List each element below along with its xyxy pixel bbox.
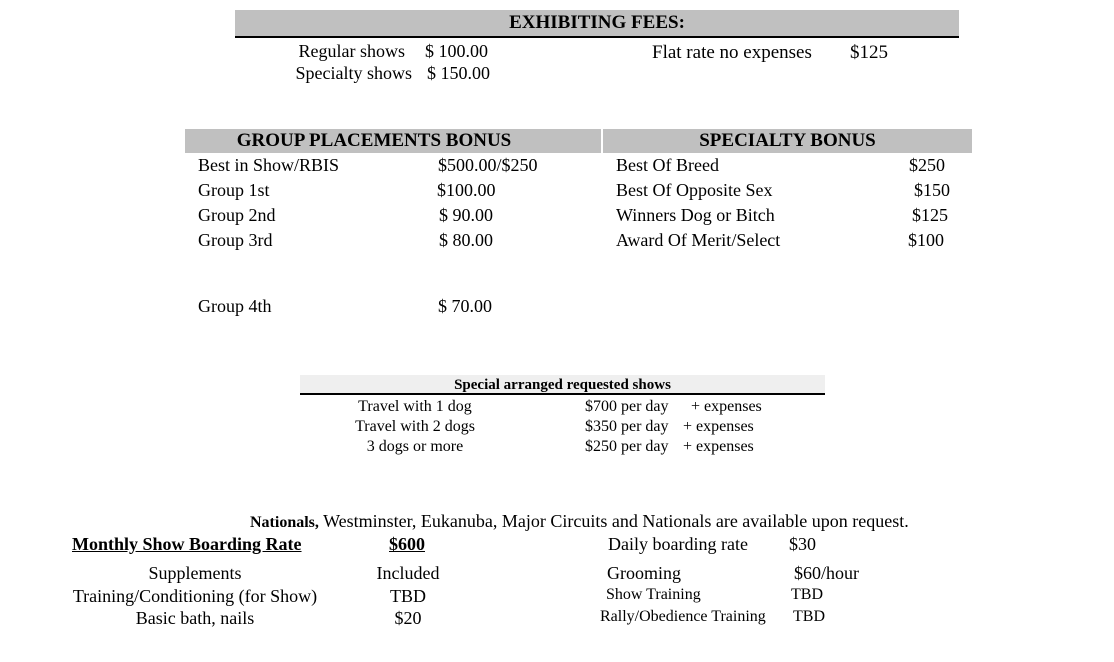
group-bonus-title: GROUP PLACEMENTS BONUS [236, 130, 512, 151]
special-row-extra: + expenses [683, 418, 754, 435]
group-row-label: Group 1st [198, 180, 270, 200]
group-row-value: $ 90.00 [439, 205, 493, 225]
boarding-left-label: Basic bath, nails [135, 608, 255, 628]
special-row-rate: $350 per day [585, 418, 669, 435]
boarding-left-value: Included [376, 563, 440, 583]
group-row-value: $500.00/$250 [438, 155, 538, 175]
group-row-value: $ 70.00 [438, 296, 492, 316]
monthly-boarding-value: $600 [389, 534, 425, 554]
special-arranged-title: Special arranged requested shows [454, 377, 671, 393]
boarding-right-label: Grooming [607, 563, 681, 583]
specialty-shows-value: $ 150.00 [427, 63, 490, 83]
boarding-left-label: Supplements [148, 563, 242, 583]
group-row-label: Group 2nd [198, 205, 276, 225]
daily-boarding-label: Daily boarding rate [608, 534, 748, 554]
special-row-label: 3 dogs or more [366, 438, 464, 455]
special-row-rate: $700 per day [585, 398, 669, 415]
nationals-note-bold: Nationals, [250, 514, 319, 531]
special-row-rate: $250 per day [585, 438, 669, 455]
nationals-note-rest: Westminster, Eukanuba, Major Circuits and Nationals are available upon request. [318, 511, 909, 531]
specialty-row-label: Best Of Opposite Sex [616, 180, 773, 200]
boarding-right-value: TBD [793, 608, 825, 625]
boarding-right-label: Rally/Obedience Training [600, 608, 766, 625]
specialty-row-value: $125 [912, 205, 948, 225]
regular-shows-value: $ 100.00 [425, 41, 488, 61]
monthly-boarding-label: Monthly Show Boarding Rate [72, 534, 302, 554]
daily-boarding-value: $30 [789, 534, 816, 554]
special-row-label: Travel with 1 dog [358, 398, 472, 415]
specialty-row-label: Winners Dog or Bitch [616, 205, 775, 225]
specialty-row-label: Best Of Breed [616, 155, 719, 175]
special-row-extra: + expenses [691, 398, 762, 415]
group-row-label: Best in Show/RBIS [198, 155, 340, 175]
boarding-left-value: TBD [390, 586, 426, 606]
specialty-bonus-title: SPECIALTY BONUS [699, 130, 876, 151]
boarding-left-label: Training/Conditioning (for Show) [72, 586, 318, 606]
nationals-note [250, 511, 909, 532]
specialty-row-value: $100 [908, 230, 944, 250]
exhibiting-header-rule [235, 36, 959, 38]
special-row-extra: + expenses [683, 438, 754, 455]
special-row-label: Travel with 2 dogs [355, 418, 475, 435]
group-row-label: Group 4th [198, 296, 272, 316]
group-row-label: Group 3rd [198, 230, 273, 250]
specialty-shows-label: Specialty shows [295, 63, 412, 83]
boarding-left-value: $20 [394, 608, 422, 628]
specialty-row-label: Award Of Merit/Select [616, 230, 781, 250]
regular-shows-label: Regular shows [298, 41, 405, 61]
exhibiting-title: EXHIBITING FEES: [509, 12, 685, 33]
boarding-right-value: $60/hour [794, 563, 859, 583]
flat-rate-label: Flat rate no expenses [652, 42, 812, 63]
group-row-value: $100.00 [437, 180, 496, 200]
specialty-row-value: $150 [914, 180, 950, 200]
boarding-right-value: TBD [791, 586, 823, 603]
flat-rate-value: $125 [850, 42, 888, 63]
specialty-row-value: $250 [909, 155, 945, 175]
group-row-value: $ 80.00 [439, 230, 493, 250]
boarding-right-label: Show Training [606, 586, 701, 603]
